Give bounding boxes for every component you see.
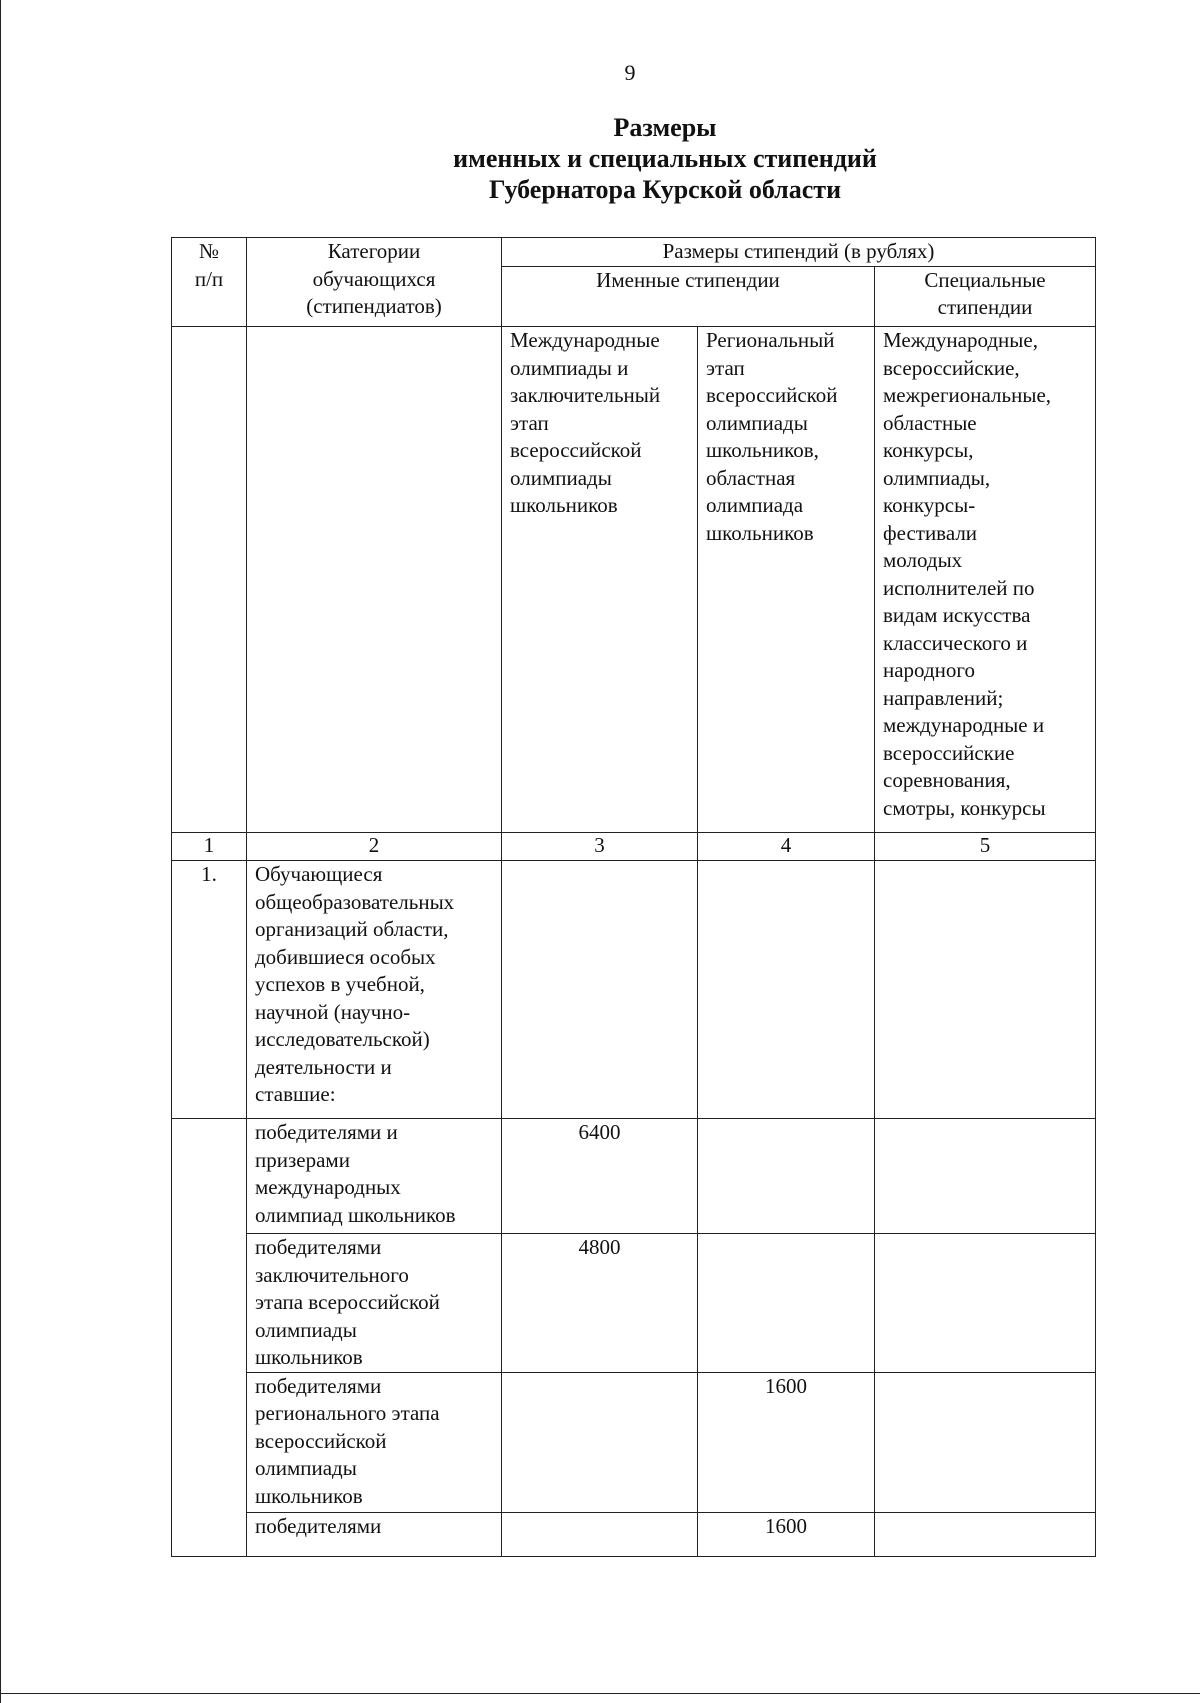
title-line-3: Губернатора Курской области (488, 175, 842, 204)
header-special: Специальные стипендии (875, 266, 1096, 327)
row-value-col5 (875, 1372, 1096, 1512)
row-value-col3 (502, 1372, 698, 1512)
scholarship-table (171, 237, 1096, 1557)
row-num-empty (172, 1119, 247, 1557)
row-value-col3 (502, 1512, 698, 1556)
title-line-2: именных и специальных стипендий (453, 144, 877, 173)
column-number: 1 (172, 833, 247, 861)
column-number-row (172, 833, 1096, 861)
row-value-col5 (875, 1234, 1096, 1373)
document-title (0, 112, 1200, 205)
table-row (172, 1119, 1096, 1234)
row-value-col4: 1600 (698, 1372, 875, 1512)
section-number: 1. (172, 861, 247, 1119)
row-value-col4 (698, 1234, 875, 1373)
header-sub-num-empty (172, 327, 247, 833)
column-number: 4 (698, 833, 875, 861)
header-sizes: Размеры стипендий (в рублях) (502, 238, 1096, 267)
title-line-1: Размеры (613, 113, 717, 142)
header-sub4: Региональный этап всероссийской олимпиады школьников, областная олимпиада школьников (698, 327, 875, 833)
row-value-col4: 1600 (698, 1512, 875, 1556)
header-row-1 (172, 238, 1096, 267)
table-row (172, 1512, 1096, 1556)
header-category: Категории обучающихся (стипендиатов) (247, 238, 502, 327)
section-row (172, 861, 1096, 1119)
header-sub5: Международные, всероссийские, межрегиональные, областные конкурсы, олимпиады, конкурсы- фестивали молодых исполнителей по видам искусства классического и народного направлений; международные и всероссийские соревнования, смотры, конкурсы (875, 327, 1096, 833)
row-category: победителями и призерами международных олимпиад школьников (247, 1119, 502, 1234)
header-row-3 (172, 327, 1096, 833)
section-text: Обучающиеся общеобразовательных организаций области, добившиеся особых успехов в учебной, научной (научно- исследовательской) деятельности и ставшие: (247, 861, 502, 1119)
row-value-col5 (875, 1119, 1096, 1234)
table-row (172, 1234, 1096, 1373)
row-value-col4 (698, 1119, 875, 1234)
header-sub-category-empty (247, 327, 502, 833)
table-row (172, 1372, 1096, 1512)
scan-left-edge (0, 0, 1, 1703)
row-value-col3: 6400 (502, 1119, 698, 1234)
table-cell (875, 861, 1096, 1119)
row-category: победителями (247, 1512, 502, 1556)
table-cell (502, 861, 698, 1119)
row-category: победителями заключительного этапа всероссийской олимпиады школьников (247, 1234, 502, 1373)
row-category: победителями регионального этапа всероссийской олимпиады школьников (247, 1372, 502, 1512)
scan-bottom-edge (0, 1693, 1200, 1694)
table-cell (698, 861, 875, 1119)
page-number: 9 (624, 60, 636, 85)
header-num: № п/п (172, 238, 247, 327)
header-named: Именные стипендии (502, 266, 875, 327)
header-sub3: Международные олимпиады и заключительный этап всероссийской олимпиады школьников (502, 327, 698, 833)
column-number: 3 (502, 833, 698, 861)
row-value-col3: 4800 (502, 1234, 698, 1373)
column-number: 5 (875, 833, 1096, 861)
row-value-col5 (875, 1512, 1096, 1556)
column-number: 2 (247, 833, 502, 861)
